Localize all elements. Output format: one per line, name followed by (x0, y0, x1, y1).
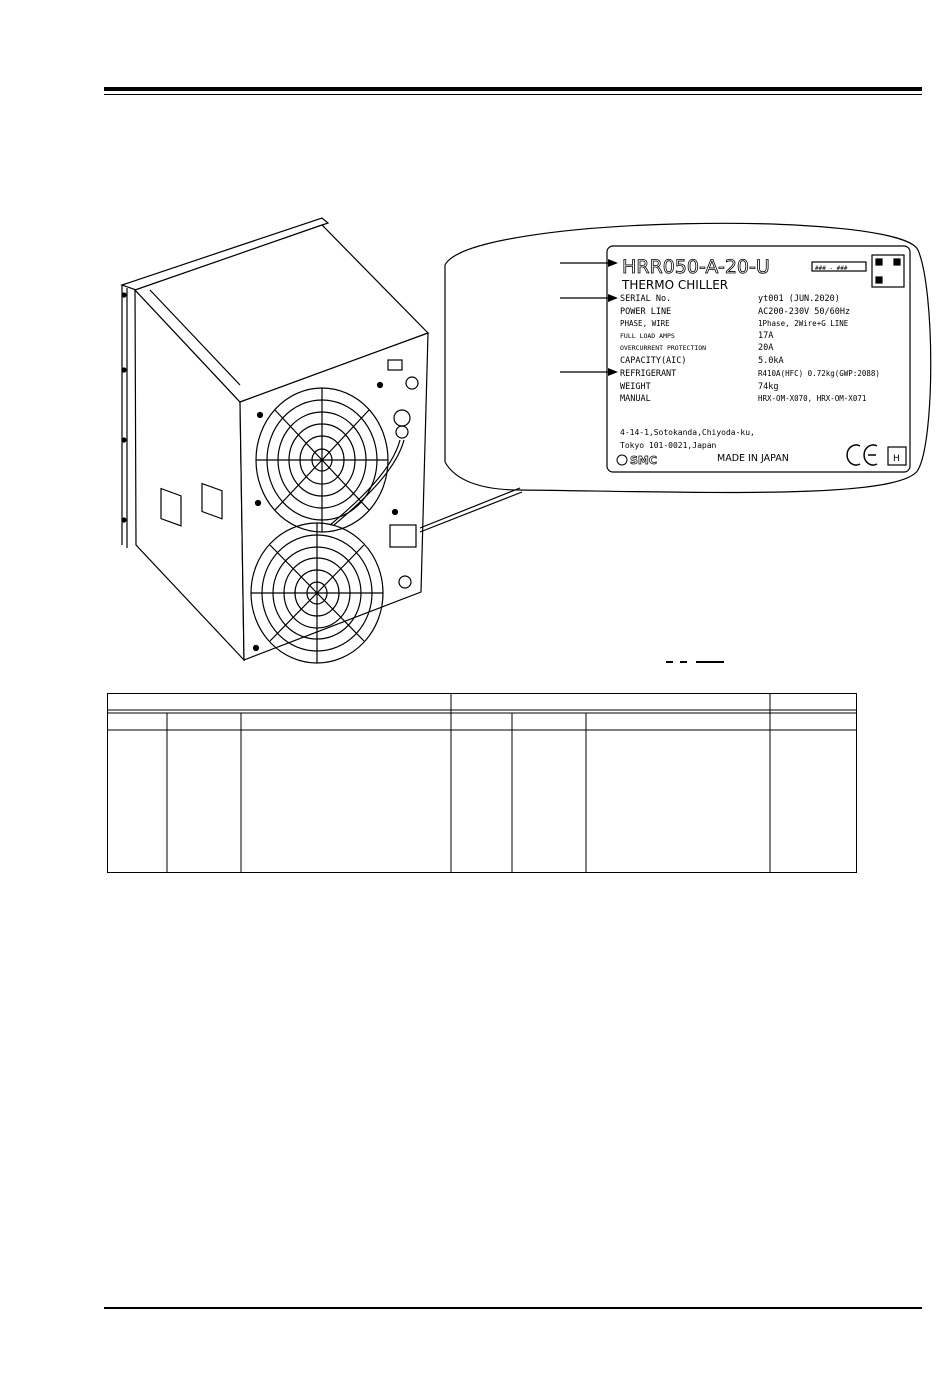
tick-mark (680, 661, 687, 663)
row-label-phase: PHASE, WIRE (620, 319, 670, 328)
code-box-text: ### - ### (815, 265, 848, 272)
row-value-ocp: 20A (758, 343, 774, 353)
row-value-capacity: 5.0kA (758, 356, 784, 366)
address-line2: Tokyo 101-0021,Japan (620, 441, 717, 450)
revision-table (107, 693, 857, 873)
row-label-refrigerant: REFRIGERANT (620, 369, 677, 379)
h-mark: H (893, 454, 900, 464)
row-label-fla: FULL LOAD AMPS (620, 332, 675, 340)
row-value-refrigerant: R410A(HFC) 0.72kg(GWP:2088) (758, 369, 880, 378)
smc-logo: SMC (630, 454, 657, 467)
row-value-serial: yt001 (JUN.2020) (758, 294, 840, 304)
row-value-fla: 17A (758, 331, 774, 341)
row-label-weight: WEIGHT (620, 382, 651, 392)
row-value-power: AC200-230V 50/60Hz (758, 307, 851, 317)
row-label-serial: SERIAL No. (620, 294, 672, 304)
address-line1: 4-14-1,Sotokanda,Chiyoda-ku, (620, 428, 755, 437)
footer-rule (104, 1307, 922, 1309)
tick-mark (696, 661, 724, 663)
origin-label: MADE IN JAPAN (717, 453, 789, 464)
tick-mark (666, 661, 673, 663)
row-label-ocp: OVERCURRENT PROTECTION (620, 344, 707, 352)
row-label-capacity: CAPACITY(AIC) (620, 356, 687, 366)
row-value-phase: 1Phase, 2Wire+G LINE (758, 319, 849, 328)
product-name: THERMO CHILLER (622, 278, 729, 292)
row-label-power: POWER LINE (620, 307, 672, 317)
row-value-manual: HRX-OM-X070, HRX-OM-X071 (758, 394, 867, 403)
row-label-manual: MANUAL (620, 394, 651, 404)
handle-upper (161, 489, 181, 526)
model-number: HRR050-A-20-U (622, 256, 770, 278)
row-value-weight: 74kg (758, 382, 779, 392)
